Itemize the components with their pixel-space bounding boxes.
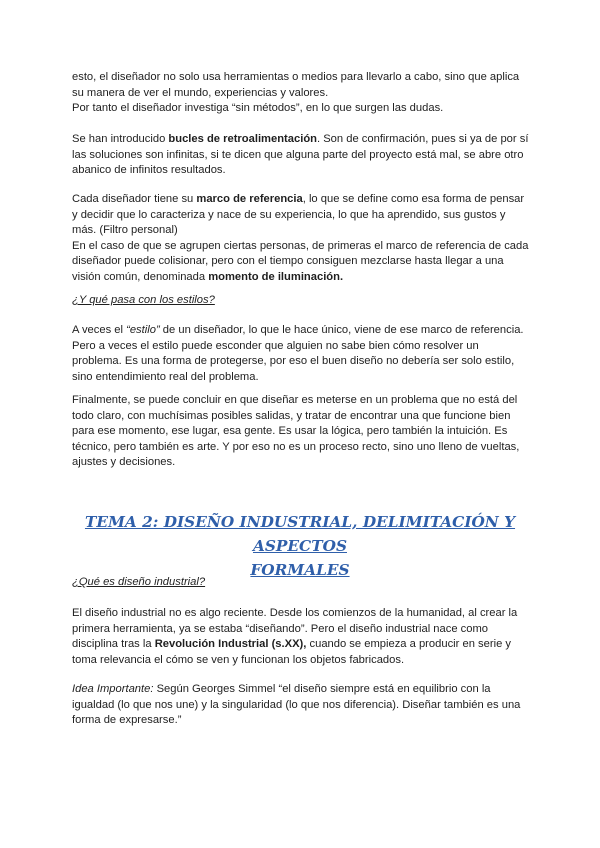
text-line: primera herramienta, ya se estaba “diseñando”. Pero el diseño industrial nace como xyxy=(72,622,489,635)
text-span: visión común, denominada xyxy=(72,270,209,283)
paragraph-style xyxy=(72,323,534,385)
text-line: las soluciones son infinitas, si te dicen que alguna parte del proyecto está mal, se abre otro xyxy=(72,148,524,161)
text-line: En el caso de que se agrupen ciertas personas, de primeras el marco de referencia de cada xyxy=(72,239,529,252)
text-line: toma relevancia el cómo se ven y funcionan los objetos fabricados. xyxy=(72,653,405,666)
paragraph-industrial-design xyxy=(72,606,534,668)
text-line: técnico, pero también es arte. Y por eso no es un proceso recto, sino uno lleno de vueltas, xyxy=(72,440,520,453)
text-span: Se han introducido xyxy=(72,133,169,145)
question-industrial-design xyxy=(72,575,534,591)
text-line: diseñador puede colisionar, pero con el tiempo consiguen mezclarse hasta llegar a una xyxy=(72,255,504,268)
text-span: Cada diseñador tiene su xyxy=(72,193,197,205)
section-heading xyxy=(72,510,528,582)
heading-line: FORMALES xyxy=(250,561,350,579)
italic-term: “estilo” xyxy=(126,324,160,336)
text-line xyxy=(72,132,534,148)
bold-term: bucles de retroalimentación xyxy=(168,133,317,145)
italic-label: Idea Importante: xyxy=(72,683,154,695)
paragraph-frame-of-reference xyxy=(72,192,534,286)
text-line xyxy=(72,323,534,339)
paragraph-designer-methods xyxy=(72,70,534,117)
text-line: y decidir que lo caracteriza y nace de su experiencia, lo que ha aprendido, sus gustos y xyxy=(72,208,506,221)
subheading: ¿Y qué pasa con los estilos? xyxy=(72,294,215,306)
text-line xyxy=(72,637,534,653)
text-line xyxy=(72,192,534,208)
text-line: Finalmente, se puede concluir en que diseñar es meterse en un problema que no está del xyxy=(72,394,518,406)
text-line xyxy=(72,270,534,286)
heading-line: TEMA 2: DISEÑO INDUSTRIAL, DELIMITACIÓN Y ASPECTOS xyxy=(84,513,516,555)
text-line: Por tanto el diseñador investiga “sin métodos”, en lo que surgen las dudas. xyxy=(72,102,444,115)
text-line: forma de expresarse.” xyxy=(72,714,182,727)
paragraph-conclusion xyxy=(72,393,534,471)
text-line: El diseño industrial no es algo reciente. Desde los comienzos de la humanidad, al crear la xyxy=(72,607,518,619)
text-line: todo claro, con muchísimas posibles salidas, y tratar de encontrar una que funcione bien xyxy=(72,409,511,422)
text-span: Según Georges Simmel “el diseño siempre está en equilibrio con la xyxy=(153,683,491,695)
text-line: ajustes y decisiones. xyxy=(72,456,176,469)
text-line: abanico de infinitos resultados. xyxy=(72,164,226,177)
bold-term: momento de iluminación. xyxy=(208,270,344,283)
paragraph-feedback-loops xyxy=(72,132,534,179)
question-styles xyxy=(72,293,534,309)
text-line: problema. Es una forma de protegerse, por eso el buen diseño no debería ser solo estilo, xyxy=(72,355,515,368)
text-span: . Son de confirmación, pues si ya de por sí xyxy=(317,133,529,145)
text-line: más. (Filtro personal) xyxy=(72,224,178,237)
text-line xyxy=(72,682,534,698)
bold-term: marco de referencia xyxy=(196,193,303,205)
text-line: para ese momento, ese lugar, esa gente. Es usar la lógica, pero también la intuición. Es xyxy=(72,425,508,438)
bold-term: Revolución Industrial (s.XX), xyxy=(154,638,307,651)
text-line: su manera de ver el mundo, experiencias y valores. xyxy=(72,86,329,99)
paragraph-important-idea xyxy=(72,682,534,729)
text-span: A veces el xyxy=(72,324,127,336)
text-span: disciplina tras la xyxy=(72,638,155,651)
text-span: de un diseñador, lo que le hace único, viene de ese marco de referencia. xyxy=(159,324,524,336)
subheading: ¿Qué es diseño industrial? xyxy=(72,576,206,588)
text-line: igualdad (lo que nos une) y la singularidad (lo que nos diferencia). Diseñar también es una xyxy=(72,698,521,711)
text-span: cuando se empieza a producir en serie y xyxy=(306,638,511,651)
text-line: sino entendimiento real del problema. xyxy=(72,370,259,383)
text-line: Pero a veces el estilo puede esconder que alguien no sabe bien cómo resolver un xyxy=(72,339,479,352)
text-line: esto, el diseñador no solo usa herramientas o medios para llevarlo a cabo, sino que aplica xyxy=(72,71,520,83)
text-span: , lo que se define como esa forma de pensar xyxy=(302,193,525,205)
